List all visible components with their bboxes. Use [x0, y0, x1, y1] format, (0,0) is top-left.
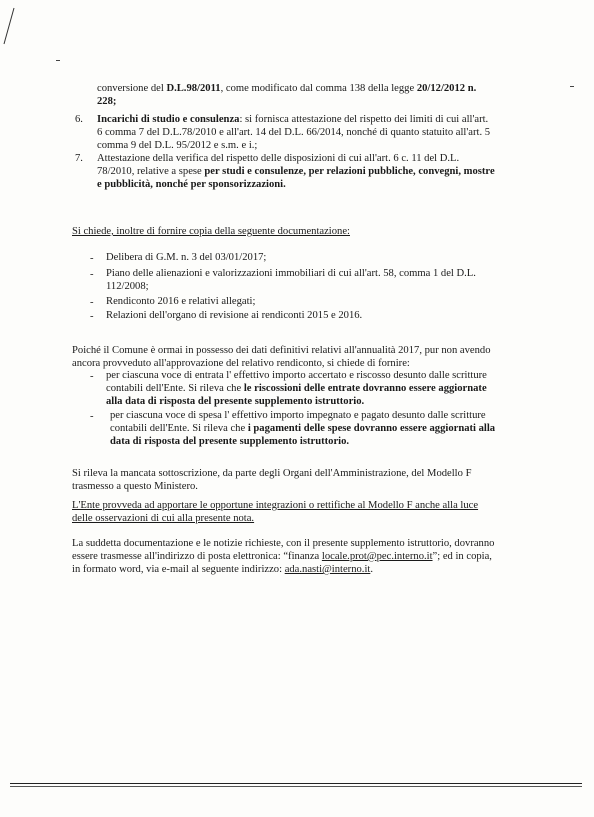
request-heading: Si chiede, inoltre di fornire copia della seguente documentazione:	[72, 226, 350, 237]
footer-rule	[10, 786, 582, 787]
paragraph-suddetta: La suddetta documentazione e le notizie richieste, con il presente supplemento istruttorio, dovranno essere trasmesse all'indirizzo di posta elettronica: “finanza locale.prot@pec.interno.it”; ed in copia, in formato word, via e-mail al seguente indirizzo: ada.nasti@interno.it.	[72, 538, 495, 575]
list-bullet: -	[90, 411, 94, 422]
email-link-nasti[interactable]: ada.nasti@interno.it	[284, 564, 371, 575]
list-item: Piano delle alienazioni e valorizzazioni immobiliari di cui all'art. 58, comma 1 del D.L. 112/2008;	[106, 268, 476, 292]
item-continuation-line1: conversione del D.L.98/2011, come modificato dal comma 138 della legge 20/12/2012 n.	[97, 83, 477, 94]
scan-speck	[56, 60, 60, 61]
item-continuation: conversione del D.L.98/2011, come modificato dal comma 138 della legge 20/12/2012 n. 228;	[97, 82, 563, 108]
list-item: Relazioni dell'organo di revisione ai rendiconti 2015 e 2016.	[106, 310, 363, 321]
list-item: Rendiconto 2016 e relativi allegati;	[106, 296, 256, 307]
paragraph-mancata: Si rileva la mancata sottoscrizione, da parte degli Organi dell'Amministrazione, del Modello F trasmesso a questo Ministero.	[72, 468, 472, 492]
list-bullet: -	[90, 311, 94, 322]
list-bullet: -	[90, 269, 94, 280]
pen-stroke-mark	[0, 0, 40, 60]
list-bullet: -	[90, 297, 94, 308]
email-link-pec[interactable]: locale.prot@pec.interno.it	[321, 551, 433, 562]
paragraph-poiche: Poiché il Comune è ormai in possesso dei dati definitivi relativi all'annualità 2017, pur non avendo ancora provveduto all'approvazione del relativo rendiconto, si chiede di fornire:	[72, 345, 491, 369]
scan-speck	[570, 86, 574, 87]
list-item-spese: per ciascuna voce di spesa l' effettivo importo impegnato e pagato desunto dalle scritture contabili dell'Ente. Si rileva che i pagamenti delle spese dovranno essere aggiornati alla data di risposta del presente supplemento istruttorio.	[110, 410, 496, 447]
list-item: Delibera di G.M. n. 3 del 03/01/2017;	[106, 252, 267, 263]
item-6: Incarichi di studio e consulenza: si fornisca attestazione del rispetto dei limiti di cui all'art. 6 comma 7 del D.L.78/2010 e all'art. 14 del D.L. 66/2014, nonché di quanto statuito all'art. 5 comma 9 del D.L. 95/2012 e s.m. e i.;	[97, 114, 491, 151]
list-bullet: -	[90, 371, 94, 382]
item-6-number: 6.	[75, 114, 83, 125]
list-item-entrate: per ciascuna voce di entrata l' effettivo importo accertato e riscosso desunto dalle scritture contabili dell'Ente. Si rileva che le riscossioni delle entrate dovranno essere aggiornate alla data di risposta del presente supplemento istruttorio.	[106, 370, 487, 407]
list-bullet: -	[90, 253, 94, 264]
paragraph-ente: L'Ente provveda ad apportare le opportune integrazioni o rettifiche al Modello F anche alla luce delle osservazioni di cui alla presente nota.	[72, 500, 479, 524]
item-7: Attestazione della verifica del rispetto delle disposizioni di cui all'art. 6 c. 11 del D.L. 78/2010, relative a spese per studi e consulenze, per relazioni pubbliche, convegni, mostre e pubblicità, nonché per sponsorizzazioni.	[97, 153, 495, 190]
item-7-number: 7.	[75, 153, 83, 164]
footer-rule	[10, 783, 582, 784]
